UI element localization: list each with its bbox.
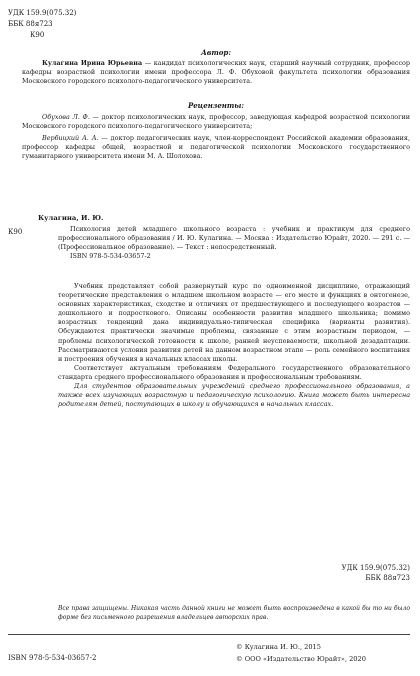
card-author-mark: К90 — [8, 228, 23, 236]
end-classification-codes — [342, 563, 410, 583]
author-description: — кандидат психологических наук, старший научный сотрудник, профессор кафедры возрастной психологии имени профессора Л. Ф. Обуховой факультета психологии образования Московского городского психолого-педагогического университета. — [22, 59, 410, 86]
authors-section — [22, 48, 410, 86]
annotation-paragraph: Учебник представляет собой развернутый курс по одноименной дисциплине, отражающий теоретические представления о младшем школьном возрасте — его месте и функциях в онтогенезе, основных характеристиках, сходстве и отличиях от предшествующего и последующего возрастов — дошкольного и подросткового. Описаны особенности развития младшего школьника; помимо возрастных тенденций дана индивидуально-типическая специфика (варианты развития). Обсуждаются практически значимые проблемы, связанные с этим возрастным периодом, — проблемы психологической готовности к школе, ранней неуспеваемости, школьной дезадаптации. Рассматриваются условия развития детей на данном возрастном этапе — роль семейного воспитания и построения обучения в начальных классах школы. — [58, 282, 410, 363]
reviewer-name: Вербицкий А. А. — [42, 134, 99, 143]
catalog-card — [38, 214, 410, 261]
annotation-paragraph: Соответствует актуальным требованиям Федерального государственного образовательного стандарта среднего профессионального образования и профессиональным требованиям. — [58, 363, 410, 381]
card-isbn: ISBN 978-5-534-03657-2 — [70, 252, 151, 261]
copyright-block — [236, 641, 366, 665]
bbk-code: ББК 88я723 — [8, 20, 53, 28]
copyright-publisher: © ООО «Издательство Юрайт», 2020 — [236, 655, 366, 663]
footer-isbn: ISBN 978-5-534-03657-2 — [8, 654, 97, 662]
rights-notice: Все права защищены. Никакая часть данной книги не может быть воспроизведена в какой бы то ни было форме без письменного разрешения владельцев авторских прав. — [58, 605, 410, 621]
authors-title: Автор: — [201, 48, 231, 57]
copyright-author: © Кулагина И. Ю., 2015 — [236, 643, 321, 651]
udk-code: УДК 159.9(075.32) — [341, 564, 410, 572]
card-heading: Кулагина, И. Ю. — [38, 214, 104, 222]
reviewers-title: Рецензенты: — [187, 101, 245, 110]
annotation-purpose: Для студентов образовательных учреждений среднего профессионального образования, а также всех изучающих возрастную и педагогическую психологию. Книга может быть интересна родителям детей, поступающих в школу и обучающихся в начальных классах. — [58, 382, 410, 409]
bbk-code: ББК 88я723 — [365, 574, 410, 582]
reviewer-name: Обухова Л. Ф. — [42, 113, 90, 122]
reviewers-section — [22, 101, 410, 162]
annotation — [58, 282, 410, 409]
reviewer-entry — [22, 113, 410, 131]
card-description: Психология детей младшего школьного возраста : учебник и практикум для среднего профессионального образования / И. Ю. Кулагина. — Москва : Издательство Юрайт, 2020. — 291 с. — (Профессиональное образование). — Текст : непосредственный. — [58, 225, 410, 252]
divider — [8, 634, 410, 635]
reviewer-description: — доктор педагогических наук, член-корреспондент Российской академии образования, профессор кафедры общей, возрастной и педагогической психологии Московского государственного гуманитарного университета имени М. А. Шолохова. — [22, 134, 410, 161]
reviewer-description: — доктор психологических наук, профессор, заведующая кафедрой возрастной психологии Московского городского психолого-педагогического университета; — [22, 113, 410, 131]
udk-code: УДК 159.9(075.32) — [8, 9, 77, 17]
author-name: Кулагина Ирина Юрьевна — [42, 59, 143, 68]
reviewer-entry — [22, 134, 410, 161]
author-entry — [22, 59, 410, 86]
author-mark: К90 — [30, 31, 45, 39]
classification-codes — [8, 8, 76, 41]
